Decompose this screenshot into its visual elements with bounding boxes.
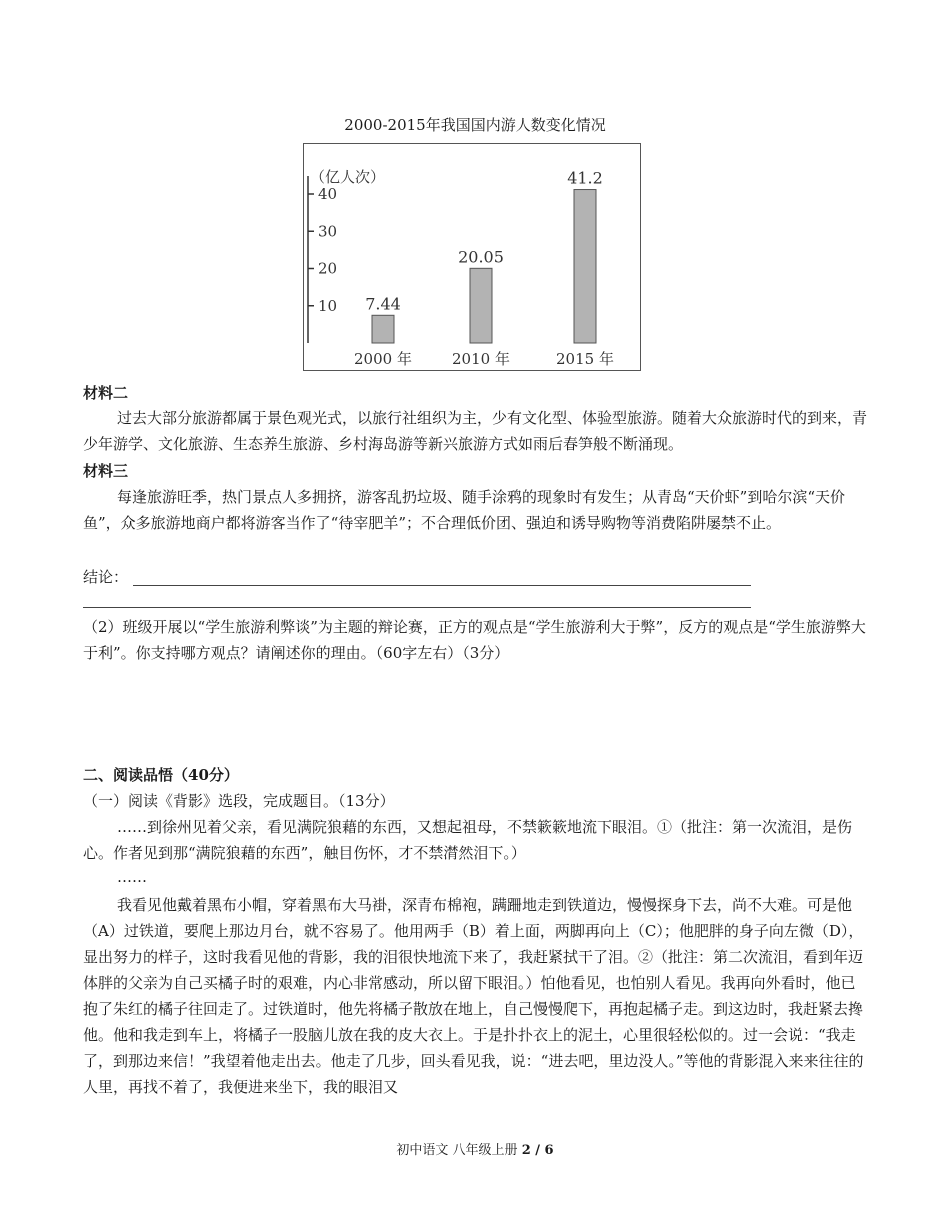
y-tick-label: 30 [318, 222, 338, 241]
material2-heading: 材料二 [83, 384, 129, 402]
section2-heading: 二、阅读品悟（40分） [83, 766, 239, 784]
material3-text: 每逢旅游旺季，热门景点人多拥挤，游客乱扔垃圾、随手涂鸦的现象时有发生；从青岛“天价虾”到哈尔滨“天价鱼”，众多旅游地商户都将游客当作了“待宰肥羊”；不合理低价团、强迫和诱导购物等消费陷阱屡禁不止。 [83, 488, 846, 532]
y-tick-label: 10 [318, 296, 338, 315]
bar-value-label: 7.44 [365, 294, 401, 314]
page-footer [0, 1139, 950, 1158]
conclusion-answer-line-2[interactable] [83, 606, 751, 608]
bar [574, 190, 596, 343]
chart-title: 2000-2015年我国国内游人数变化情况 [344, 116, 606, 134]
bar [372, 315, 394, 343]
bar-chart [303, 143, 641, 371]
passage-ellipsis: …… [117, 868, 147, 886]
material3-heading: 材料三 [83, 462, 129, 480]
passage-para1: ……到徐州见着父亲，看见满院狼藉的东西，又想起祖母，不禁簌簌地流下眼泪。①（批注：第一次流泪，是伤心。作者见到那“满院狼藉的东西”，触目伤怀，才不禁潸然泪下。） [83, 818, 853, 862]
x-category-label: 2000 年 [354, 350, 412, 368]
bar-value-label: 20.05 [458, 247, 504, 267]
passage-para2: 我看见他戴着黑布小帽，穿着黑布大马褂，深青布棉袍，蹒跚地走到铁道边，慢慢探身下去，尚不大难。可是他（A）过铁道，要爬上那边月台，就不容易了。他用两手（B）着上面，两脚再向上（C）；他肥胖的身子向左微（D），显出努力的样子，这时我看见他的背影，我的泪很快地流下来了，我赶紧拭干了泪。②（批注：第二次流泪，看到年迈体胖的父亲为自己买橘子时的艰难，内心非常感动，所以留下眼泪。）怕他看见，也怕别人看见。我再向外看时，他已抱了朱红的橘子往回走了。过铁道时，他先将橘子散放在地上，自己慢慢爬下，再抱起橘子走。到这边时，我赶紧去搀他。他和我走到车上，将橘子一股脑儿放在我的皮大衣上。于是扑扑衣上的泥土，心里很轻松似的。过一会说：“我走了，到那边来信！”我望着他走出去。他走了几步，回头看见我，说：“进去吧，里边没人。”等他的背影混入来来往往的人里，再找不着了，我便进来坐下，我的眼泪又 [83, 896, 864, 1096]
y-tick-label: 20 [318, 259, 338, 278]
conclusion-answer-line-1[interactable] [133, 584, 751, 586]
section2-sub1: （一）阅读《背影》选段，完成题目。（13分） [83, 792, 395, 810]
x-category-label: 2010 年 [452, 350, 510, 368]
chart-svg [304, 144, 642, 372]
y-axis-label: （亿人次） [310, 168, 386, 186]
material2-text: 过去大部分旅游都属于景色观光式，以旅行社组织为主，少有文化型、体验型旅游。随着大众旅游时代的到来，青少年游学、文化旅游、生态养生旅游、乡村海岛游等新兴旅游方式如雨后春笋般不断涌现。 [83, 409, 868, 453]
bar-value-label: 41.2 [567, 168, 603, 188]
page-number: 2 / 6 [521, 1143, 554, 1158]
conclusion-label: 结论： [83, 568, 129, 586]
question-2: （2）班级开展以“学生旅游利弊谈”为主题的辩论赛，正方的观点是“学生旅游利大于弊”，反方的观点是“学生旅游弊大于利”。你支持哪方观点？请阐述你的理由。（60字左右）（3分） [83, 618, 866, 662]
x-category-label: 2015 年 [556, 350, 614, 368]
bar [470, 268, 492, 343]
footer-text: 初中语文 八年级上册 [396, 1143, 522, 1158]
y-tick-label: 40 [318, 185, 338, 203]
